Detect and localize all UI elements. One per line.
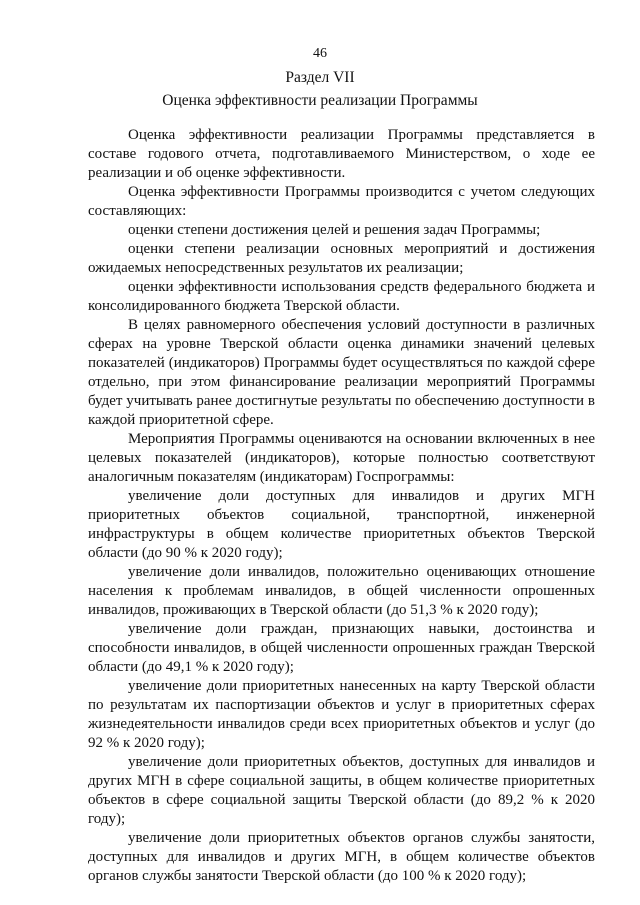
paragraph-component-activities: оценки степени реализации основных мероприятий и достижения ожидаемых непосредственных результатов их реализации;: [88, 241, 595, 276]
paragraph-indicator-1: увеличение доли доступных для инвалидов и других МГН приоритетных объектов социальной, транспортной, инженерной инфраструктуры в общем количестве приоритетных объектов Тверской области (до 90 % к 2020 году);: [88, 488, 595, 561]
paragraph-indicator-3: увеличение доли граждан, признающих навыки, достоинства и способности инвалидов, в общей численности опрошенных граждан Тверской области (до 49,1 % к 2020 году);: [88, 621, 595, 675]
paragraph-component-goals: оценки степени достижения целей и решения задач Программы;: [128, 222, 541, 238]
paragraph-indicator-6: увеличение доли приоритетных объектов органов службы занятости, доступных для инвалидов и других МГН, в общем количестве объектов органов службы занятости Тверской области (до 100 % к 2020 году);: [88, 830, 595, 884]
paragraph-intro: Оценка эффективности реализации Программы представляется в составе годового отчета, подготавливаемого Министерством, о ходе ее реализации и об оценке эффективности.: [88, 127, 595, 181]
section-subtitle: Оценка эффективности реализации Программы: [162, 92, 478, 109]
paragraph-indicators-intro: Мероприятия Программы оцениваются на основании включенных в нее целевых показателей (индикаторов), которые полностью соответствуют аналогичным показателям (индикаторам) Госпрограммы:: [88, 431, 595, 485]
paragraph-indicator-5: увеличение доли приоритетных объектов, доступных для инвалидов и других МГН в сфере социальной защиты, в общем количестве приоритетных объектов в сфере социальной защиты Тверской области (до 89,2 % к 2020 году);: [88, 754, 595, 827]
paragraph-component-budget: оценки эффективности использования средств федерального бюджета и консолидированного бюджета Тверской области.: [88, 279, 595, 314]
paragraph-indicator-2: увеличение доли инвалидов, положительно оценивающих отношение населения к проблемам инвалидов, в общей численности опрошенных инвалидов, проживающих в Тверской области (до 51,3 % к 2020 году);: [88, 564, 595, 618]
body-text: [88, 126, 595, 886]
paragraph-uniform-accessibility: В целях равномерного обеспечения условий доступности в различных сферах на уровне Тверской области оценка динамики значений целевых показателей (индикаторов) Программы будет осуществляться по каждой сфере отдельно, при этом финансирование реализации мероприятий Программы будет учитывать ранее достигнутые результаты по обеспечению доступности в каждой приоритетной сфере.: [88, 317, 595, 428]
paragraph-indicator-4: увеличение доли приоритетных нанесенных на карту Тверской области по результатам их паспортизации объектов и услуг в приоритетных сферах жизнедеятельности инвалидов среди всех приоритетных объектов и услуг (до 92 % к 2020 году);: [88, 678, 595, 751]
section-title: Раздел VII: [285, 69, 355, 86]
paragraph-components-intro: Оценка эффективности Программы производится с учетом следующих составляющих:: [88, 184, 595, 219]
page-number: 46: [313, 46, 327, 61]
